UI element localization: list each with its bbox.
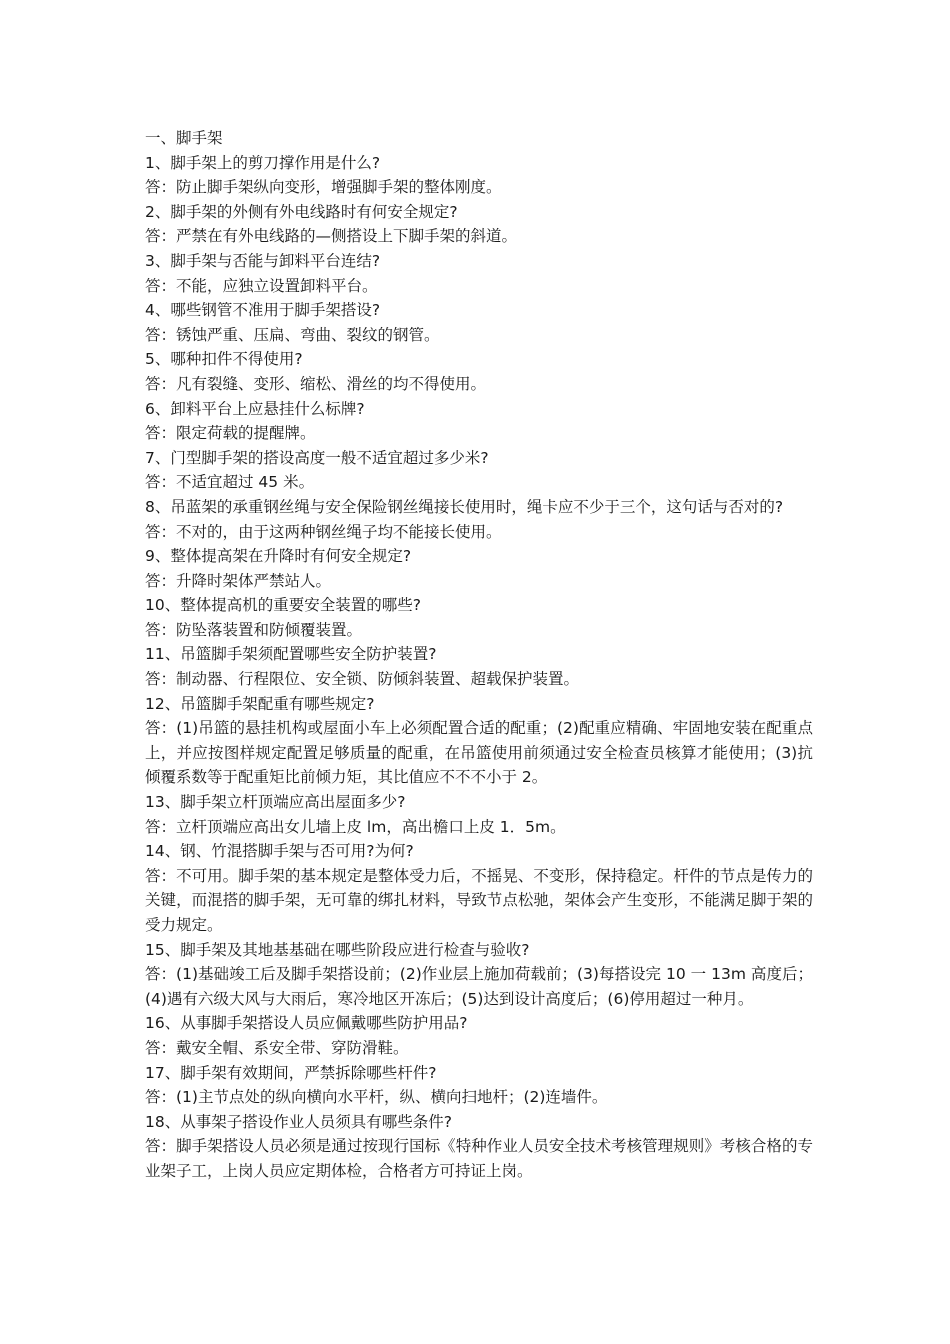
answer-6: 答：限定荷载的提醒牌。 <box>145 424 316 443</box>
question-12: 12、吊篮脚手架配重有哪些规定? <box>145 694 375 713</box>
answer-2: 答：严禁在有外电线路的—侧搭设上下脚手架的斜道。 <box>145 227 518 246</box>
question-17: 17、脚手架有效期间，严禁拆除哪些杆件? <box>145 1063 437 1082</box>
answer-15: 答：(1)基础竣工后及脚手架搭设前；(2)作业层上施加荷载前；(3)每搭设完 10 一 13m 高度后；(4)遇有六级大风与大雨后，寒冷地区开冻后；(5)达到设计高度后；(6)停用超过一种月。 <box>145 965 813 1008</box>
document-body <box>145 126 813 1184</box>
section-title: 一、脚手架 <box>145 129 223 147</box>
question-18: 18、从事架子搭设作业人员须具有哪些条件? <box>145 1112 452 1131</box>
answer-17: 答：(1)主节点处的纵向横向水平杆，纵、横向扫地杆；(2)连墙件。 <box>145 1088 608 1107</box>
question-11: 11、吊篮脚手架须配置哪些安全防护装置? <box>145 645 437 664</box>
answer-9: 答：升降时架体严禁站人。 <box>145 571 332 590</box>
answer-3: 答：不能，应独立设置卸料平台。 <box>145 276 378 295</box>
question-4: 4、哪些钢管不准用于脚手架搭设? <box>145 301 381 320</box>
question-13: 13、脚手架立杆顶端应高出屋面多少? <box>145 793 406 812</box>
question-15: 15、脚手架及其地基基础在哪些阶段应进行检查与验收? <box>145 940 530 959</box>
answer-8: 答：不对的，由于这两种钢丝绳子均不能接长使用。 <box>145 522 502 541</box>
question-7: 7、门型脚手架的搭设高度一般不适宜超过多少米? <box>145 448 489 467</box>
question-10: 10、整体提高机的重要安全装置的哪些? <box>145 596 421 615</box>
answer-1: 答：防止脚手架纵向变形，增强脚手架的整体刚度。 <box>145 178 502 197</box>
question-2: 2、脚手架的外侧有外电线路时有何安全规定? <box>145 202 458 221</box>
answer-4: 答：锈蚀严重、压扁、弯曲、裂纹的钢管。 <box>145 325 440 344</box>
question-9: 9、整体提高架在升降时有何安全规定? <box>145 547 412 566</box>
answer-10: 答：防坠落装置和防倾覆装置。 <box>145 620 363 639</box>
answer-14: 答：不可用。脚手架的基本规定是整体受力后，不摇晃、不变形，保持稳定。杆件的节点是传力的关键，而混搭的脚手架，无可靠的绑扎材料，导致节点松驰，架体会产生变形，不能满足脚于架的受力规定。 <box>145 866 813 934</box>
answer-12: 答：(1)吊篮的悬挂机构或屋面小车上必须配置合适的配重；(2)配重应精确、牢固地安装在配重点上，并应按图样规定配置足够质量的配重，在吊篮使用前须通过安全检查员核算才能使用；(3)抗倾覆系数等于配重矩比前倾力矩，其比值应不不不小于 2。 <box>145 719 813 787</box>
question-5: 5、哪种扣件不得使用? <box>145 350 303 369</box>
answer-16: 答：戴安全帽、系安全带、穿防滑鞋。 <box>145 1038 409 1057</box>
question-1: 1、脚手架上的剪刀撑作用是什么? <box>145 153 381 172</box>
question-6: 6、卸料平台上应悬挂什么标牌? <box>145 399 365 418</box>
question-16: 16、从事脚手架搭设人员应佩戴哪些防护用品? <box>145 1014 468 1033</box>
question-8: 8、吊蓝架的承重钢丝绳与安全保险钢丝绳接长使用时，绳卡应不少于三个，这句话与否对的? <box>145 497 784 516</box>
answer-7: 答：不适宜超过 45 米。 <box>145 473 315 492</box>
answer-11: 答：制动器、行程限位、安全锁、防倾斜装置、超载保护装置。 <box>145 670 580 689</box>
answer-5: 答：凡有裂缝、变形、缩松、滑丝的均不得使用。 <box>145 374 487 393</box>
question-14: 14、钢、竹混搭脚手架与否可用?为何? <box>145 842 414 861</box>
question-3: 3、脚手架与否能与卸料平台连结? <box>145 251 381 270</box>
answer-13: 答：立杆顶端应高出女儿墙上皮 lm，高出檐口上皮 1．5m。 <box>145 817 566 836</box>
answer-18: 答：脚手架搭设人员必须是通过按现行国标《特种作业人员安全技术考核管理规则》考核合格的专业架子工，上岗人员应定期体检，合格者方可持证上岗。 <box>145 1137 813 1180</box>
